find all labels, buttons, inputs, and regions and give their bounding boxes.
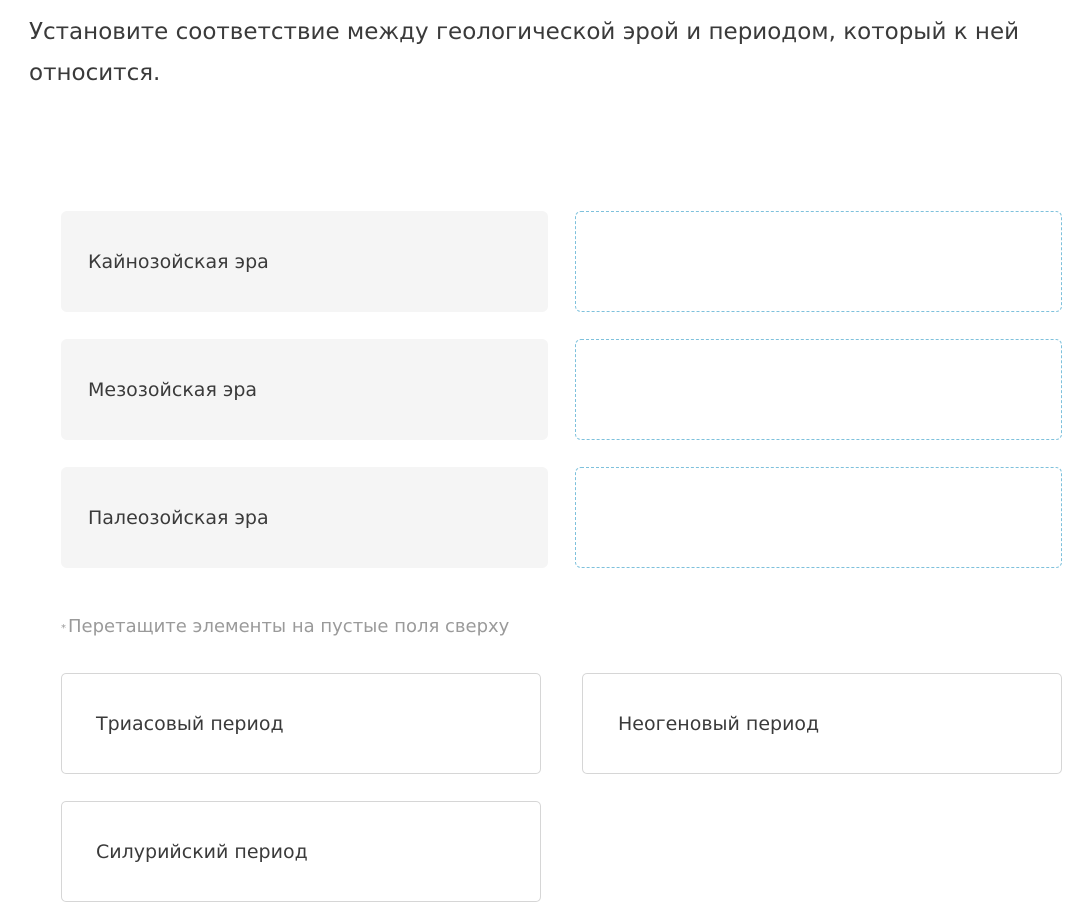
option-label: Триасовый период bbox=[96, 712, 284, 735]
era-item-mesozoic bbox=[61, 339, 548, 440]
hint-asterisk: * bbox=[61, 623, 66, 634]
option-label: Силурийский период bbox=[96, 840, 308, 863]
draggable-option-neogene[interactable] bbox=[582, 673, 1062, 774]
era-label: Мезозойская эра bbox=[88, 378, 258, 401]
option-label: Неогеновый период bbox=[618, 712, 820, 735]
drop-zone-cenozoic[interactable] bbox=[575, 211, 1062, 312]
era-label: Палеозойская эра bbox=[88, 506, 269, 529]
draggable-option-triassic[interactable] bbox=[61, 673, 541, 774]
era-item-paleozoic bbox=[61, 467, 548, 568]
drop-zone-mesozoic[interactable] bbox=[575, 339, 1062, 440]
drag-hint bbox=[61, 614, 509, 640]
drop-zone-paleozoic[interactable] bbox=[575, 467, 1062, 568]
draggable-option-silurian[interactable] bbox=[61, 801, 541, 902]
question-text: Установите соответствие между геологической эрой и периодом, который к ней относится. bbox=[29, 19, 1020, 86]
era-label: Кайнозойская эра bbox=[88, 250, 269, 273]
hint-text: Перетащите элементы на пустые поля сверху bbox=[68, 616, 510, 637]
era-item-cenozoic bbox=[61, 211, 548, 312]
